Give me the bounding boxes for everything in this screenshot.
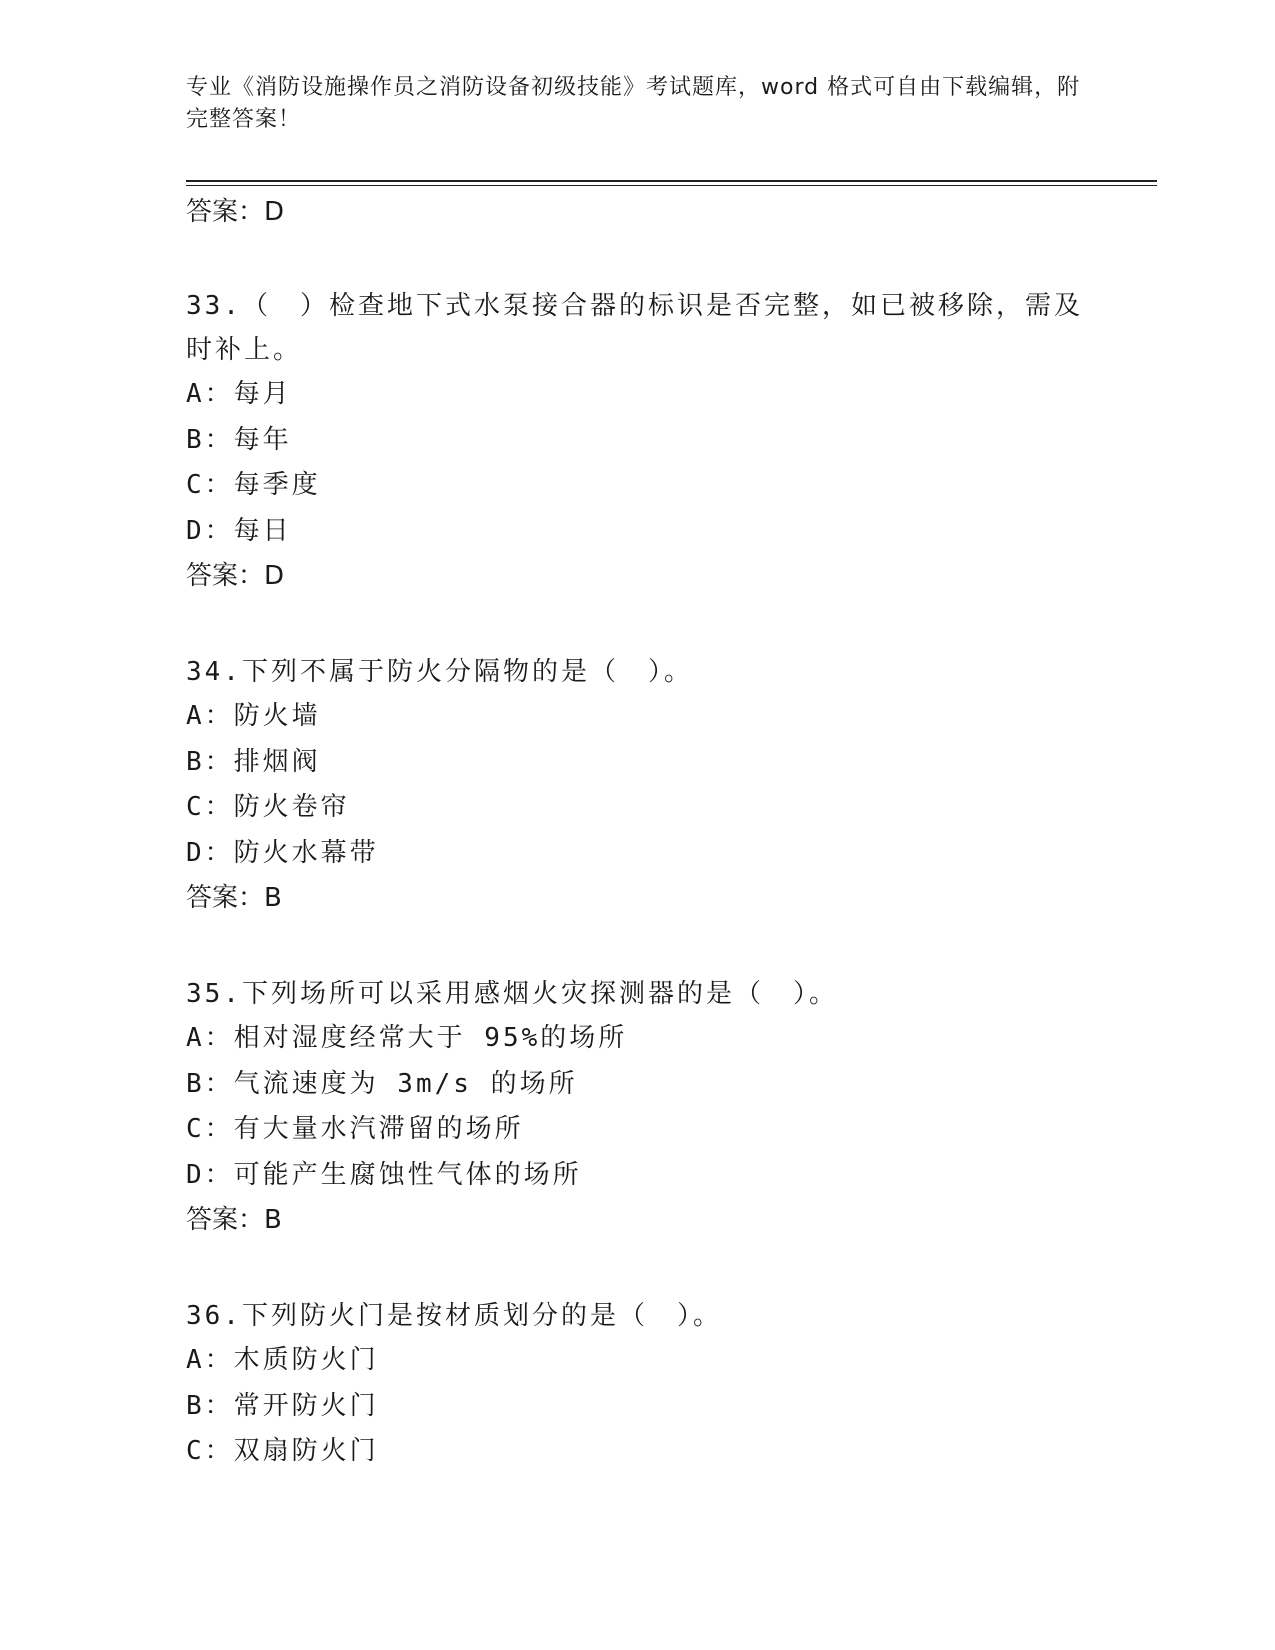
question-list: [186, 186, 1086, 1475]
option-c: C：有大量水汽滞留的场所: [186, 1114, 524, 1144]
question-block: [186, 972, 1086, 1242]
option-a: A：防火墙: [186, 701, 321, 731]
question-stem: 34.下列不属于防火分隔物的是（ ）。: [186, 657, 693, 687]
option-d: D：每日: [186, 515, 292, 546]
answer-label: 答案：B: [186, 1205, 282, 1235]
answer-label: 答案：D: [186, 197, 285, 227]
question-stem: 33.（ ）检查地下式水泵接合器的标识是否完整，如已被移除，需及时补上。: [186, 291, 1083, 365]
option-c: C：双扇防火门: [186, 1436, 379, 1466]
option-a: A：每月: [186, 379, 292, 409]
question-stem: 36.下列防火门是按材质划分的是（ ）。: [186, 1301, 722, 1331]
answer-label: 答案：D: [186, 561, 285, 591]
option-b: B：常开防火门: [186, 1390, 379, 1421]
option-d: D：可能产生腐蚀性气体的场所: [186, 1159, 582, 1190]
option-b: B：排烟阀: [186, 746, 321, 777]
option-b: B：每年: [186, 424, 292, 455]
option-b: B：气流速度为 3m/s 的场所: [186, 1068, 578, 1099]
question-block: [186, 284, 1086, 598]
question-block: [186, 650, 1086, 920]
option-a: A：相对湿度经常大于 95%的场所: [186, 1023, 628, 1053]
option-a: A：木质防火门: [186, 1345, 379, 1375]
option-c: C：每季度: [186, 470, 321, 500]
question-block: [186, 1294, 1086, 1475]
option-c: C：防火卷帘: [186, 792, 350, 822]
answer-label: 答案：B: [186, 883, 282, 913]
question-stem: 35.下列场所可以采用感烟火灾探测器的是（ ）。: [186, 979, 838, 1009]
option-d: D：防火水幕带: [186, 837, 379, 868]
header-rule: [186, 180, 1157, 182]
header-note: 专业《消防设施操作员之消防设备初级技能》考试题库，word 格式可自由下载编辑，附完整答案！: [186, 75, 1081, 132]
